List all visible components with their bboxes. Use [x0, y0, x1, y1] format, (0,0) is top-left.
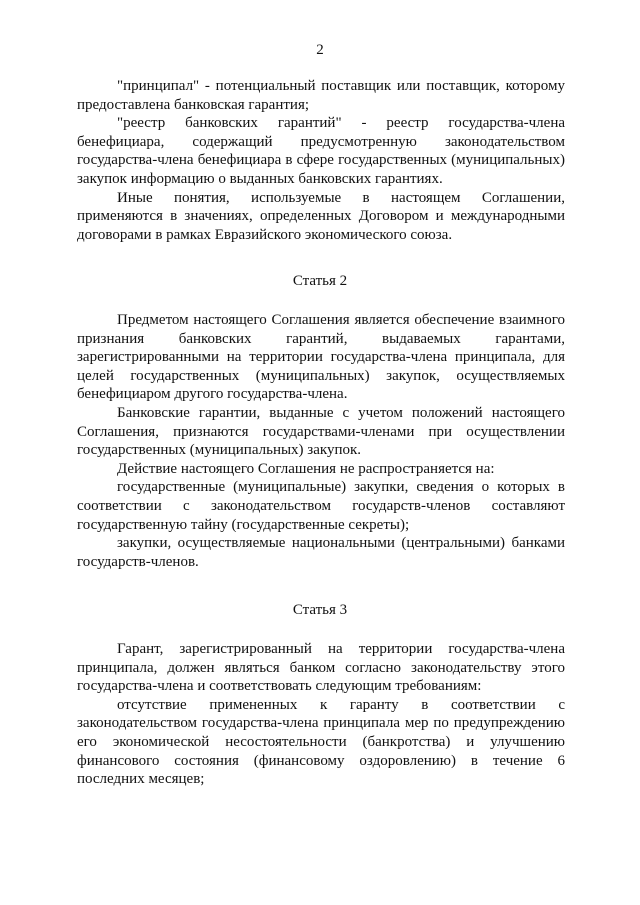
- article-2-heading: Статья 2: [292, 273, 348, 289]
- article-3-paragraph: Гарант, зарегистрированный на территории государства-члена принципала, должен являться банком согласно законодательству этого государства-члена и соответствовать следующим требованиям:: [77, 641, 565, 695]
- article-3-body: [77, 640, 565, 789]
- definition-other-terms: Иные понятия, используемые в настоящем Соглашении, применяются в значениях, определенных Договором и международными договорами в рамках Евразийского экономического союза.: [77, 189, 565, 243]
- definition-guarantee-registry: "реестр банковских гарантий" - реестр государства-члена бенефициара, содержащий предусмотренную законодательством государства-члена бенефициара в сфере государственных (муниципальных) закупок информацию о выданных банковских гарантиях.: [77, 115, 565, 187]
- article-3-heading: Статья 3: [292, 602, 348, 618]
- article-2-paragraph: Банковские гарантии, выданные с учетом положений настоящего Соглашения, признаются государствами-членами при осуществлении государственных (муниципальных) закупок.: [77, 404, 565, 459]
- article-2-paragraph: Действие настоящего Соглашения не распространяется на:: [117, 460, 495, 477]
- article-2-body: [77, 311, 565, 571]
- article-3-paragraph: отсутствие примененных к гаранту в соответствии с законодательством государства-члена принципала мер по предупреждению его экономической несостоятельности (банкротства) и улучшению финансового состояния (финансовому оздоровлению) в течение 6 последних месяцев;: [77, 696, 565, 788]
- article-2-paragraph: государственные (муниципальные) закупки, сведения о которых в соответствии с законодательством государств-членов составляют государственную тайну (государственные секреты);: [77, 479, 565, 533]
- page-number: 2: [316, 42, 324, 58]
- article-2-paragraph: закупки, осуществляемые национальными (центральными) банками государств-членов.: [77, 535, 565, 570]
- definitions-section: [77, 77, 565, 244]
- article-2-paragraph: Предметом настоящего Соглашения является обеспечение взаимного признания банковских гарантий, выдаваемых гарантами, зарегистрированными на территории государства-члена принципала, для целей государственных (муниципальных) закупок, осуществляемых бенефициаром другого государства-члена.: [77, 312, 565, 403]
- definition-principal: "принципал" - потенциальный поставщик или поставщик, которому предоставлена банковская гарантия;: [77, 78, 565, 113]
